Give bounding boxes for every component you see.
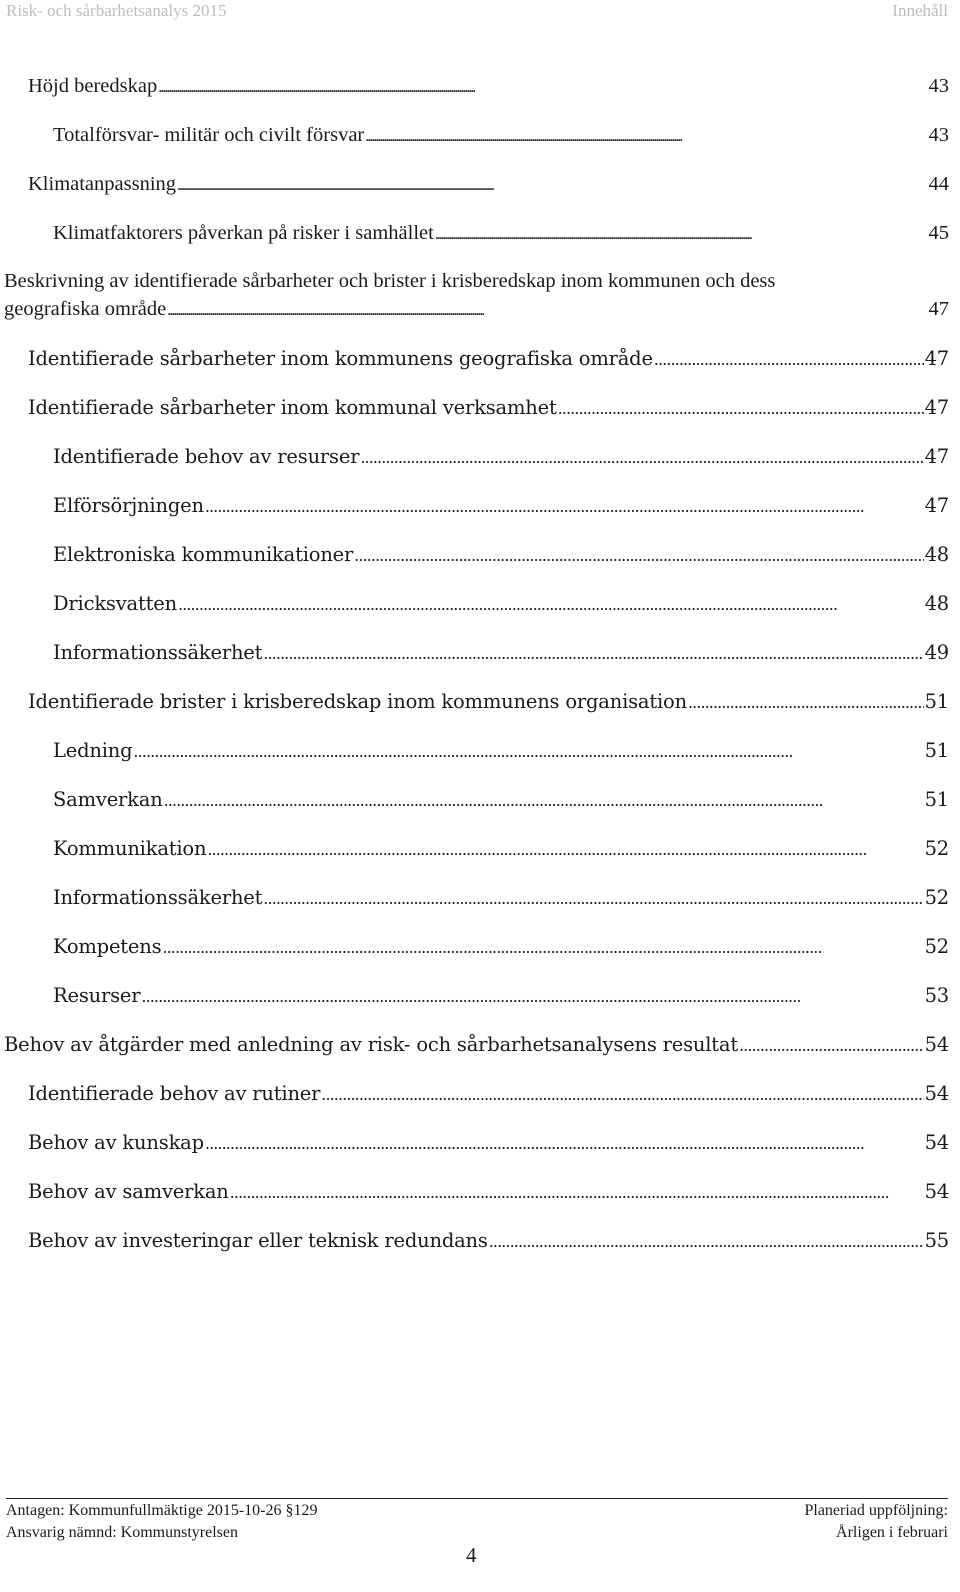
dot-leader (654, 345, 924, 374)
dot-leader (167, 295, 927, 325)
toc-entry-samverkan[interactable] (53, 786, 949, 815)
toc-entry-title: Behov av kunskap (28, 1131, 204, 1154)
toc-entry-informationssakerhet-2[interactable] (53, 884, 949, 913)
dot-leader (688, 688, 924, 717)
dot-leader (133, 737, 923, 766)
dot-leader (360, 443, 923, 472)
toc-entry-title: Identifierade brister i krisberedskap inom kommunens organisation (28, 690, 687, 713)
toc-entry-page: 48 (924, 543, 949, 566)
toc-entry-page: 51 (924, 690, 949, 713)
toc-entry-elektroniska[interactable] (53, 541, 949, 570)
footer-responsible: Ansvarig nämnd: Kommunstyrelsen (6, 1524, 238, 1541)
toc-entry-sarbarheter-verksamhet[interactable] (28, 394, 949, 423)
toc-entry-page: 47 (924, 445, 949, 468)
footer-rule (6, 1498, 948, 1499)
toc-entry-beskrivning[interactable] (4, 267, 949, 325)
toc-entry-page: 51 (924, 739, 949, 762)
toc-entry-title: Informationssäkerhet (53, 886, 263, 909)
dot-leader (158, 72, 927, 102)
toc-entry-page: 54 (924, 1131, 949, 1154)
toc-entry-kommunikation[interactable] (53, 835, 949, 864)
toc-entry-page: 55 (924, 1229, 949, 1252)
toc-entry-behov-investeringar[interactable] (28, 1227, 949, 1256)
toc-entry-klimatfaktorer[interactable] (53, 219, 949, 249)
page-number: 4 (466, 1543, 477, 1567)
page-footer (6, 1498, 948, 1592)
toc-entry-title: Elförsörjningen (53, 494, 204, 517)
toc-entry-page: 45 (928, 222, 949, 244)
toc-entry-page: 54 (924, 1082, 949, 1105)
toc-entry-title: Identifierade behov av rutiner (28, 1082, 321, 1105)
footer-left (6, 1500, 318, 1544)
toc-entry-title: Klimatanpassning (28, 173, 177, 195)
dot-leader (177, 170, 927, 200)
toc-entry-title: Resurser (53, 984, 141, 1007)
toc-entry-page: 53 (924, 984, 949, 1007)
toc-entry-title-line1: Beskrivning av identifierade sårbarheter och brister i krisberedskap inom kommunen och dess (4, 270, 776, 292)
toc-entry-title: Klimatfaktorers påverkan på risker i samhället (53, 222, 434, 244)
header-document-title: Risk- och sårbarhetsanalys 2015 (6, 1, 227, 20)
dot-leader (365, 121, 927, 151)
dot-leader (178, 590, 924, 619)
toc-entry-page: 54 (924, 1180, 949, 1203)
toc-entry-title: Totalförsvar- militär och civilt försvar (53, 124, 365, 146)
footer-followup-value: Årligen i februari (836, 1524, 948, 1541)
running-header (6, 0, 948, 24)
toc-entry-resurser[interactable] (53, 982, 949, 1011)
toc-entry-ledning[interactable] (53, 737, 949, 766)
toc-entry-title: Samverkan (53, 788, 163, 811)
header-section-title: Innehåll (892, 1, 948, 20)
dot-leader (162, 933, 923, 962)
dot-leader (205, 492, 924, 521)
footer-followup-label: Planeriad uppföljning: (804, 1502, 948, 1519)
dot-leader (164, 786, 924, 815)
toc-entry-hojd-beredskap[interactable] (28, 72, 949, 102)
toc-entry-page: 47 (924, 396, 949, 419)
toc-entry-klimatanpassning[interactable] (28, 170, 949, 200)
toc-entry-page: 47 (928, 298, 949, 320)
toc-entry-behov-rutiner[interactable] (28, 1080, 949, 1109)
toc-entry-title: Ledning (53, 739, 133, 762)
toc-entry-title: Identifierade sårbarheter inom kommunens geografiska område (28, 347, 653, 370)
toc-entry-title: Kommunikation (53, 837, 207, 860)
toc-entry-totalforsvar[interactable] (53, 121, 949, 151)
toc-entry-page: 52 (924, 935, 949, 958)
toc-entry-behov-resurser[interactable] (53, 443, 949, 472)
toc-entry-informationssakerhet-1[interactable] (53, 639, 949, 668)
toc-entry-page: 52 (924, 837, 949, 860)
dot-leader (205, 1129, 924, 1158)
dot-leader (321, 1080, 923, 1109)
footer-adopted: Antagen: Kommunfullmäktige 2015-10-26 §129 (6, 1502, 318, 1519)
toc-entry-page: 43 (928, 124, 949, 146)
toc-entry-title: Behov av investeringar eller teknisk redundans (28, 1229, 488, 1252)
dot-leader (230, 1178, 924, 1207)
toc-entry-dricksvatten[interactable] (53, 590, 949, 619)
dot-leader (354, 541, 923, 570)
dot-leader (489, 1227, 924, 1256)
toc-entry-title: Identifierade sårbarheter inom kommunal verksamhet (28, 396, 557, 419)
toc-entry-page: 51 (924, 788, 949, 811)
toc-entry-page: 52 (924, 886, 949, 909)
toc-entry-title: Dricksvatten (53, 592, 177, 615)
dot-leader (207, 835, 923, 864)
dot-leader (435, 219, 928, 249)
toc-entry-page: 43 (928, 75, 949, 97)
toc-entry-elforsorjningen[interactable] (53, 492, 949, 521)
footer-right (804, 1500, 948, 1544)
toc-entry-title: Identifierade behov av resurser (53, 445, 360, 468)
toc-entry-page: 54 (924, 1033, 949, 1056)
toc-entry-page: 48 (924, 592, 949, 615)
toc-entry-page: 44 (928, 173, 949, 195)
toc-entry-brister-organisation[interactable] (28, 688, 949, 717)
toc-entry-title: Behov av samverkan (28, 1180, 229, 1203)
toc-entry-title: Informationssäkerhet (53, 641, 263, 664)
toc-entry-page: 49 (924, 641, 949, 664)
toc-entry-behov-kunskap[interactable] (28, 1129, 949, 1158)
toc-entry-sarbarheter-geografiska[interactable] (28, 345, 949, 374)
toc-entry-behov-atgarder[interactable] (4, 1031, 949, 1060)
toc-entry-behov-samverkan[interactable] (28, 1178, 949, 1207)
dot-leader (263, 884, 923, 913)
toc-entry-title: Höjd beredskap (28, 75, 158, 97)
toc-entry-title: geografiska område (4, 298, 167, 320)
dot-leader (141, 982, 923, 1011)
toc-entry-page: 47 (924, 494, 949, 517)
toc-entry-title: Kompetens (53, 935, 162, 958)
toc-entry-title: Elektroniska kommunikationer (53, 543, 354, 566)
toc-entry-kompetens[interactable] (53, 933, 949, 962)
toc-entry-page: 47 (924, 347, 949, 370)
dot-leader (739, 1031, 924, 1060)
dot-leader (263, 639, 923, 668)
toc-entry-title: Behov av åtgärder med anledning av risk- och sårbarhetsanalysens resultat (4, 1033, 738, 1056)
dot-leader (558, 394, 924, 423)
